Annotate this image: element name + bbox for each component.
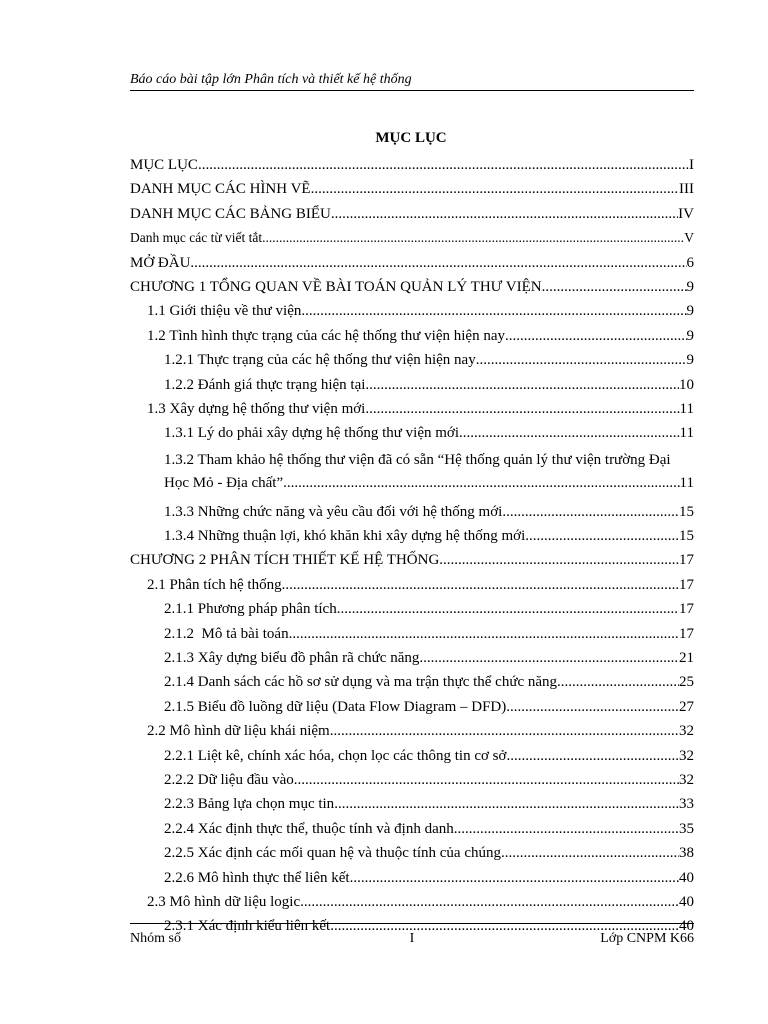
toc-entry-label: 2.1.5 Biểu đồ luồng dữ liệu (Data Flow Diagram – DFD) [164,698,507,715]
dot-leader [502,500,679,524]
dot-leader [198,153,689,177]
dot-leader [501,841,679,865]
toc-entry-page: 9 [686,278,694,295]
toc-entry-1-3-2-line2[interactable] [130,473,694,497]
toc-entry-1-2-1[interactable] [130,348,694,372]
dot-leader [476,348,687,372]
toc-entry-label: 2.3 Mô hình dữ liệu logic [147,893,301,910]
toc-entry-page: 10 [679,376,694,393]
dot-leader [311,177,679,201]
toc-entry-label: 1.2 Tình hình thực trạng của các hệ thống thư viện hiện nay [147,327,505,344]
dot-leader [506,695,679,719]
toc-entry-page: 40 [679,869,694,886]
toc-entry-page: 32 [679,771,694,788]
toc-entry-page: 40 [679,893,694,910]
toc-entry-label: DANH MỤC CÁC BẢNG BIỂU [130,205,331,222]
toc-entry-label: CHƯƠNG 2 PHÂN TÍCH THIẾT KẾ HỆ THỐNG [130,552,440,569]
toc-entry-page: V [684,230,694,246]
toc-entry-label: 2.2.5 Xác định các mối quan hệ và thuộc tính của chúng [164,845,501,862]
toc-entry-label: 2.1.3 Xây dựng biểu đồ phân rã chức năng [164,650,420,667]
toc-entry-1-2-2[interactable] [130,373,694,397]
toc-entry-label: 2.2.3 Bảng lựa chọn mục tin [164,796,335,813]
dot-leader [334,792,679,816]
toc-entry-1-3-4[interactable] [130,524,694,548]
toc-entry-label: 2.1.4 Danh sách các hồ sơ sử dụng và ma trận thực thể chức năng [164,674,558,691]
toc-entry-page: 17 [679,576,694,593]
dot-leader [459,421,680,445]
dot-leader [330,719,679,743]
toc-entry-danh-muc-bang-bieu[interactable] [130,202,694,226]
running-header-title: Báo cáo bài tập lớn Phân tích và thiết kế hệ thống [130,72,412,87]
dot-leader [294,768,679,792]
toc-entry-2-1-5[interactable] [130,695,694,719]
toc-entry-label: 2.3.1 Xác định kiểu liên kết [164,918,331,935]
toc-entry-2-2[interactable] [130,719,694,743]
dot-leader [439,548,679,572]
toc-entry-mo-dau[interactable] [130,251,694,275]
toc-title: MỤC LỤC [375,130,447,146]
toc-entry-label: 1.3.2 Tham khảo hệ thống thư viện đã có sẵn “Hệ thống quản lý thư viện trường Đại [164,451,671,468]
toc-entry-2-2-6[interactable] [130,866,694,890]
toc-entry-danh-muc-hinh-ve[interactable] [130,177,694,201]
toc-entry-page: III [679,181,694,198]
toc-entry-page: 27 [679,698,694,715]
dot-leader [282,573,679,597]
dot-leader [300,890,679,914]
toc-entry-page: 11 [679,474,694,491]
toc-entry-label: CHƯƠNG 1 TỔNG QUAN VỀ BÀI TOÁN QUẢN LÝ THƯ VIỆN [130,278,542,295]
footer-class: Lớp CNPM K66 [600,931,694,946]
dot-leader [301,299,686,323]
toc-entry-label: 1.1 Giới thiệu về thư viện [147,303,302,320]
toc-entry-page: 9 [686,352,694,369]
footer-page-number: I [409,931,415,946]
toc-entry-1-3[interactable] [130,397,694,421]
dot-leader [505,324,687,348]
toc-entry-label: 1.2.2 Đánh giá thực trạng hiện tại [164,376,366,393]
toc-entry-page: 40 [679,918,694,935]
dot-leader [289,622,679,646]
toc-entry-1-2[interactable] [130,324,694,348]
toc-entry-label: MỞ ĐẦU [130,254,191,271]
toc-entry-label: Học Mỏ - Địa chất” [164,474,284,491]
toc-entry-page: 6 [686,254,694,271]
dot-leader [337,597,679,621]
toc-entry-label: 2.1.2 Mô tả bài toán [164,625,289,642]
toc-entry-page: 21 [679,650,694,667]
toc-entry-label: 1.3.4 Những thuận lợi, khó khăn khi xây dựng hệ thống mới [164,528,526,545]
toc-entry-page: 9 [686,303,694,320]
toc-entry-page: 17 [679,601,694,618]
toc-entry-1-1[interactable] [130,299,694,323]
toc-entry-2-2-4[interactable] [130,817,694,841]
toc-entry-2-2-5[interactable] [130,841,694,865]
toc-entry-label: 1.2.1 Thực trạng của các hệ thống thư viện hiện nay [164,352,476,369]
toc-entry-label: DANH MỤC CÁC HÌNH VẼ [130,181,311,198]
toc-entry-2-2-2[interactable] [130,768,694,792]
toc-entry-page: 33 [679,796,694,813]
toc-entry-label: 1.3.3 Những chức năng và yêu cầu đối với hệ thống mới [164,503,503,520]
toc-entry-1-3-3[interactable] [130,500,694,524]
toc-entry-label: 2.2.4 Xác định thực thể, thuộc tính và định danh [164,820,454,837]
toc-entry-label: Danh mục các từ viết tắt [130,230,263,246]
running-header [130,70,694,91]
toc-entry-label: 2.1 Phân tích hệ thống [147,576,282,593]
toc-entry-2-1-2[interactable] [130,622,694,646]
toc-entry-chuong-1[interactable] [130,275,694,299]
dot-leader [506,744,679,768]
dot-leader [365,373,679,397]
toc-entry-page: 35 [679,820,694,837]
toc-entry-label: 2.2.2 Dữ liệu đầu vào [164,771,294,788]
dot-leader [525,524,679,548]
toc-entry-1-3-2-line1[interactable] [130,449,694,473]
toc-entry-page: 32 [679,747,694,764]
toc-entry-label: 2.2.6 Mô hình thực thể liên kết [164,869,350,886]
dot-leader [454,817,679,841]
toc-entry-page: 11 [679,400,694,417]
toc-entry-chuong-2[interactable] [130,548,694,572]
toc-entry-2-1-1[interactable] [130,597,694,621]
toc-entry-2-2-1[interactable] [130,744,694,768]
dot-leader [365,397,679,421]
toc-entry-label: 2.2.1 Liệt kê, chính xác hóa, chọn lọc các thông tin cơ sở [164,747,507,764]
toc-entry-page: 15 [679,528,694,545]
toc-entry-page: 25 [679,674,694,691]
toc-entry-page: 11 [679,425,694,442]
toc-entry-page: IV [678,205,694,222]
dot-leader [283,473,679,493]
toc-entry-2-1[interactable] [130,573,694,597]
dot-leader [557,670,679,694]
table-of-contents [130,153,694,939]
page-footer [130,923,694,954]
toc-entry-muc-luc[interactable] [130,153,694,177]
toc-entry-label: 2.2 Mô hình dữ liệu khái niệm [147,723,330,740]
toc-entry-2-1-4[interactable] [130,670,694,694]
dot-leader [542,275,687,299]
dot-leader [331,202,678,226]
toc-entry-page: 9 [686,327,694,344]
toc-entry-page: 15 [679,503,694,520]
toc-entry-page: 17 [679,625,694,642]
toc-entry-label: 1.3 Xây dựng hệ thống thư viện mới [147,400,366,417]
dot-leader [350,866,679,890]
toc-entry-label: 1.3.1 Lý do phải xây dựng hệ thống thư viện mới [164,425,459,442]
toc-entry-tu-viet-tat[interactable] [130,226,694,250]
dot-leader [190,251,686,275]
toc-entry-page: I [689,157,694,173]
toc-entry-label: 2.1.1 Phương pháp phân tích [164,601,337,618]
footer-group: Nhóm số [130,931,181,946]
dot-leader [262,226,684,250]
toc-entry-page: 32 [679,723,694,740]
toc-entry-label: MỤC LỤC [130,157,198,173]
toc-entry-1-3-1[interactable] [130,421,694,445]
toc-entry-2-3[interactable] [130,890,694,914]
toc-entry-2-2-3[interactable] [130,792,694,816]
toc-entry-page: 38 [679,845,694,862]
toc-entry-2-1-3[interactable] [130,646,694,670]
toc-entry-page: 17 [679,552,694,569]
dot-leader [419,646,679,670]
